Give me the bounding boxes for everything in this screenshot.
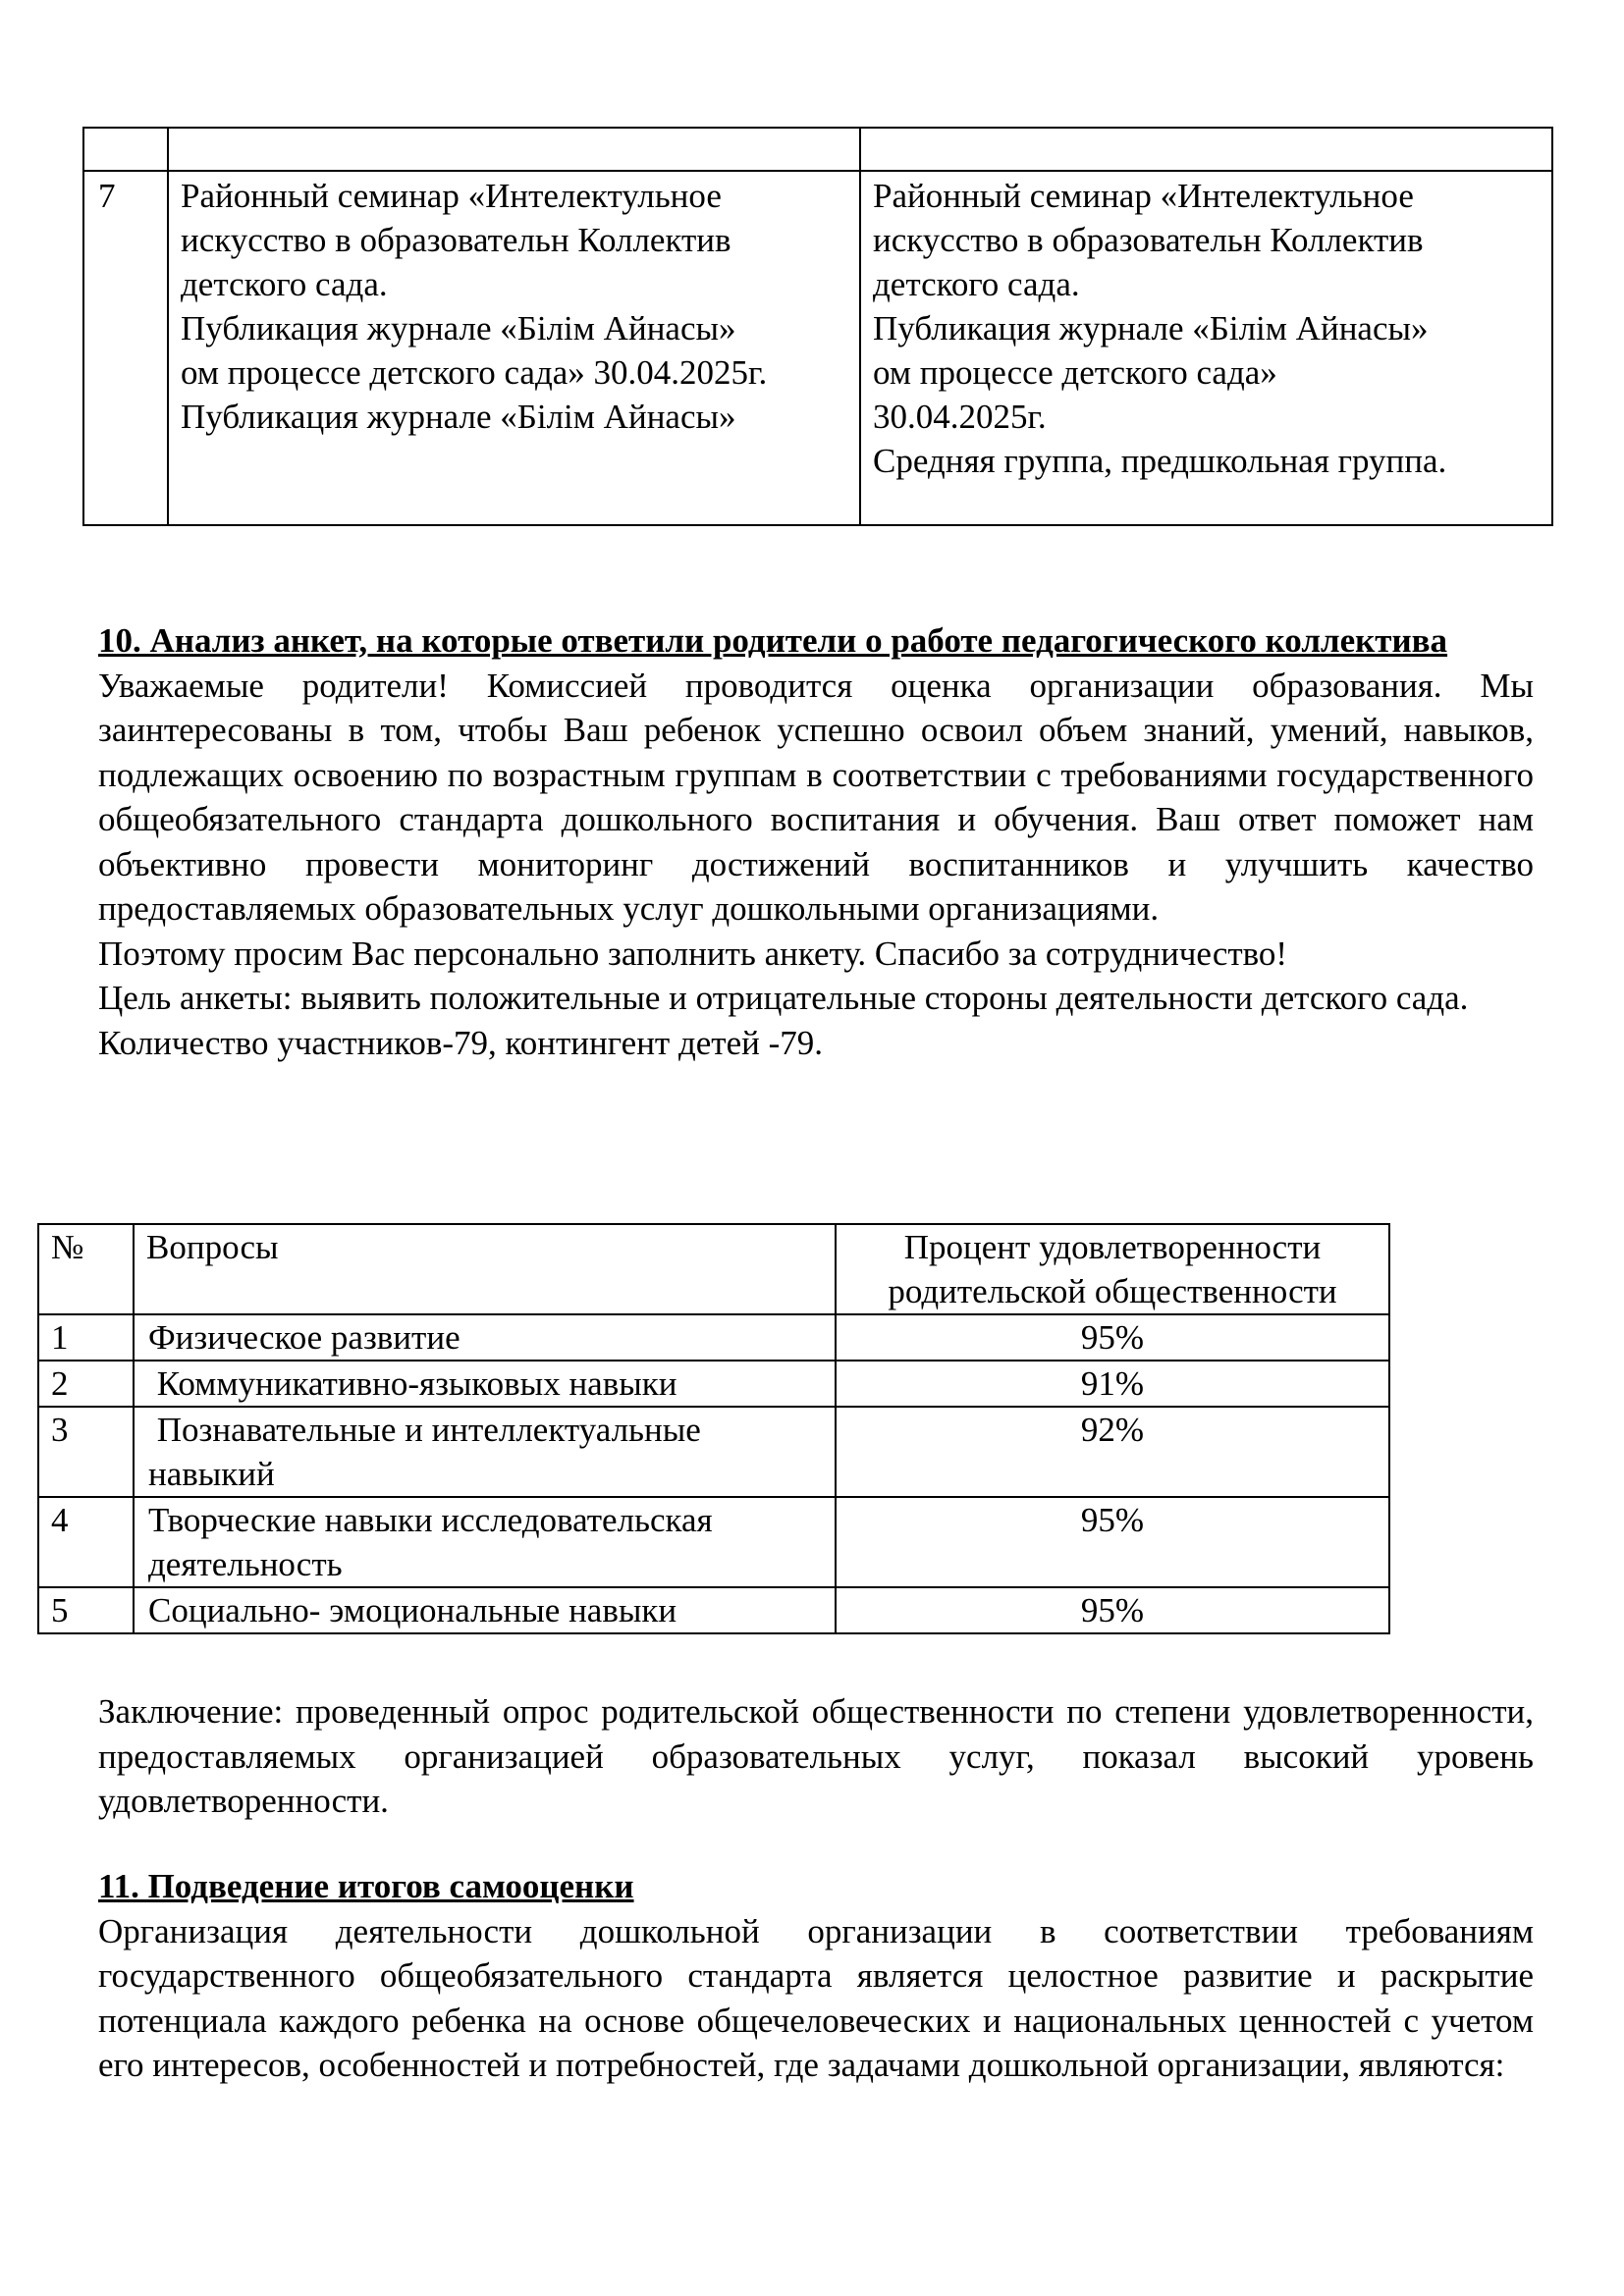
question-cell: Творческие навыки исследовательская деятельность — [134, 1497, 836, 1587]
table-row — [38, 1361, 1389, 1407]
section-10 — [98, 618, 1534, 1065]
table-row — [38, 1407, 1389, 1497]
events-table — [82, 127, 1553, 526]
conclusion-block — [98, 1689, 1534, 1824]
row-number-cell — [83, 128, 168, 171]
conclusion-text: Заключение: проведенный опрос родительской общественности по степени удовлетворенности, предоставляемых организацией образовательных услуг, показал высокий уровень удовлетворенности. — [98, 1692, 1534, 1820]
header-percent: Процент удовлетворенности родительской общественности — [836, 1224, 1389, 1314]
percent-cell: 95% — [836, 1314, 1389, 1361]
section-11-heading: 11. Подведение итогов самооценки — [98, 1867, 634, 1905]
section-10-intro: Уважаемые родители! Комиссией проводится оценка организации образования. Мы заинтересованы в том, чтобы Ваш ребенок успешно освоил объем знаний, умений, навыков, подлежащих освоению по возрастным группам в соответствии с требованиями государственного общеобязательного стандарта дошкольного воспитания и обучения. Ваш ответ поможет нам объективно провести мониторинг достижений воспитанников и улучшить качество предоставляемых образовательных услуг дошкольными организациями. — [98, 666, 1534, 928]
percent-cell: 92% — [836, 1407, 1389, 1497]
table-row — [38, 1587, 1389, 1633]
row-number-cell: 5 — [38, 1587, 134, 1633]
header-number: № — [38, 1224, 134, 1314]
row-number-cell: 2 — [38, 1361, 134, 1407]
percent-cell: 95% — [836, 1497, 1389, 1587]
question-cell: Коммуникативно-языковых навыки — [134, 1361, 836, 1407]
table-row — [38, 1497, 1389, 1587]
section-11 — [98, 1864, 1534, 2088]
section-10-heading: 10. Анализ анкет, на которые ответили родители о работе педагогического коллектива — [98, 621, 1448, 660]
header-question: Вопросы — [134, 1224, 836, 1314]
section-10-goal: Цель анкеты: выявить положительные и отрицательные стороны деятельности детского сада. — [98, 979, 1469, 1017]
question-cell: Социально- эмоциональные навыки — [134, 1587, 836, 1633]
survey-table — [37, 1223, 1390, 1634]
question-cell: Физическое развитие — [134, 1314, 836, 1361]
section-11-text: Организация деятельности дошкольной организации в соответствии требованиям государственного общеобязательного стандарта является целостное развитие и раскрытие потенциала каждого ребенка на основе общечеловеческих и национальных ценностей с учетом его интересов, особенностей и потребностей, где задачами дошкольной организации, являются: — [98, 1911, 1534, 2084]
percent-cell: 91% — [836, 1361, 1389, 1407]
question-cell: Познавательные и интеллектуальные навыкий — [134, 1407, 836, 1497]
percent-cell: 95% — [836, 1587, 1389, 1633]
table-row — [83, 171, 1552, 525]
result-cell — [860, 128, 1552, 171]
table-header-row — [38, 1224, 1389, 1314]
result-cell: Районный семинар «Интелектульное искусство в образовательн Коллектив детского сада. Публикация журнале «Білім Айнасы» ом процессе детского сада» 30.04.2025г. Средняя группа, предшкольная группа. — [860, 171, 1552, 525]
section-10-request: Поэтому просим Вас персонально заполнить анкету. Спасибо за сотрудничество! — [98, 934, 1288, 973]
row-number-cell: 1 — [38, 1314, 134, 1361]
section-10-participants: Количество участников-79, контингент детей -79. — [98, 1023, 824, 1062]
row-number-cell: 4 — [38, 1497, 134, 1587]
row-number-cell: 3 — [38, 1407, 134, 1497]
event-cell — [168, 128, 860, 171]
table-row — [38, 1314, 1389, 1361]
event-cell: Районный семинар «Интелектульное искусство в образовательн Коллектив детского сада. Публикация журнале «Білім Айнасы» ом процессе детского сада» 30.04.2025г. Публикация журнале «Білім Айнасы» — [168, 171, 860, 525]
table-row — [83, 128, 1552, 171]
row-number-cell: 7 — [83, 171, 168, 525]
